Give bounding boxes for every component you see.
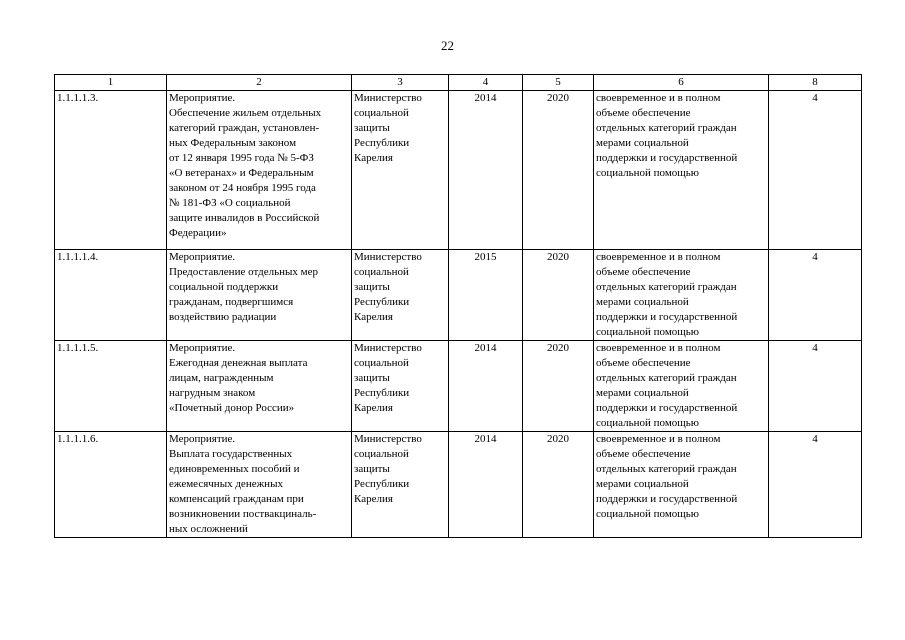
header-cell-col3: 3 xyxy=(352,75,449,91)
executor: Министерство социальной защиты Республики Карелия xyxy=(352,91,449,250)
event-description: Мероприятие. Ежегодная денежная выплата лицам, награжденным нагрудным знаком «Почетный донор России» xyxy=(167,341,352,432)
end-year: 2020 xyxy=(523,341,594,432)
header-cell-col4: 4 xyxy=(449,75,523,91)
header-cell-col6: 6 xyxy=(594,75,769,91)
page-number: 22 xyxy=(441,38,454,53)
start-year: 2014 xyxy=(449,91,523,250)
table-row xyxy=(55,341,862,432)
event-description: Мероприятие. Выплата государственных единовременных пособий и ежемесячных денежных компенсаций гражданам при возникновении поствакциналь- ных осложнений xyxy=(167,432,352,538)
start-year: 2014 xyxy=(449,341,523,432)
expected-result: своевременное и в полном объеме обеспечение отдельных категорий граждан мерами социальной поддержки и государственной социальной помощью xyxy=(594,91,769,250)
header-cell-col1: 1 xyxy=(55,75,167,91)
item-number: 1.1.1.1.3. xyxy=(55,91,167,250)
expected-result: своевременное и в полном объеме обеспечение отдельных категорий граждан мерами социальной поддержки и государственной социальной помощью xyxy=(594,432,769,538)
end-year: 2020 xyxy=(523,250,594,341)
executor: Министерство социальной защиты Республики Карелия xyxy=(352,341,449,432)
header-cell-col8: 8 xyxy=(769,75,862,91)
expected-result: своевременное и в полном объеме обеспечение отдельных категорий граждан мерами социальной поддержки и государственной социальной помощью xyxy=(594,250,769,341)
end-year: 2020 xyxy=(523,91,594,250)
indicator-ref: 4 xyxy=(769,91,862,250)
indicator-ref: 4 xyxy=(769,341,862,432)
event-description: Мероприятие. Предоставление отдельных мер социальной поддержки гражданам, подвергшимся воздействию радиации xyxy=(167,250,352,341)
item-number: 1.1.1.1.6. xyxy=(55,432,167,538)
indicator-ref: 4 xyxy=(769,250,862,341)
start-year: 2014 xyxy=(449,432,523,538)
header-cell-col5: 5 xyxy=(523,75,594,91)
table-row xyxy=(55,91,862,250)
header-cell-col2: 2 xyxy=(167,75,352,91)
event-description: Мероприятие. Обеспечение жильем отдельных категорий граждан, установлен- ных Федеральным законом от 12 января 1995 года № 5-ФЗ «О ветеранах» и Федеральным законом от 24 ноября 1995 года № 181-ФЗ «О социальной защите инвалидов в Российской Федерации» xyxy=(167,91,352,250)
header-row xyxy=(55,75,862,91)
end-year: 2020 xyxy=(523,432,594,538)
executor: Министерство социальной защиты Республики Карелия xyxy=(352,250,449,341)
measures-table xyxy=(54,74,862,538)
executor: Министерство социальной защиты Республики Карелия xyxy=(352,432,449,538)
start-year: 2015 xyxy=(449,250,523,341)
item-number: 1.1.1.1.4. xyxy=(55,250,167,341)
table-row xyxy=(55,250,862,341)
item-number: 1.1.1.1.5. xyxy=(55,341,167,432)
expected-result: своевременное и в полном объеме обеспечение отдельных категорий граждан мерами социальной поддержки и государственной социальной помощью xyxy=(594,341,769,432)
indicator-ref: 4 xyxy=(769,432,862,538)
table-row xyxy=(55,432,862,538)
